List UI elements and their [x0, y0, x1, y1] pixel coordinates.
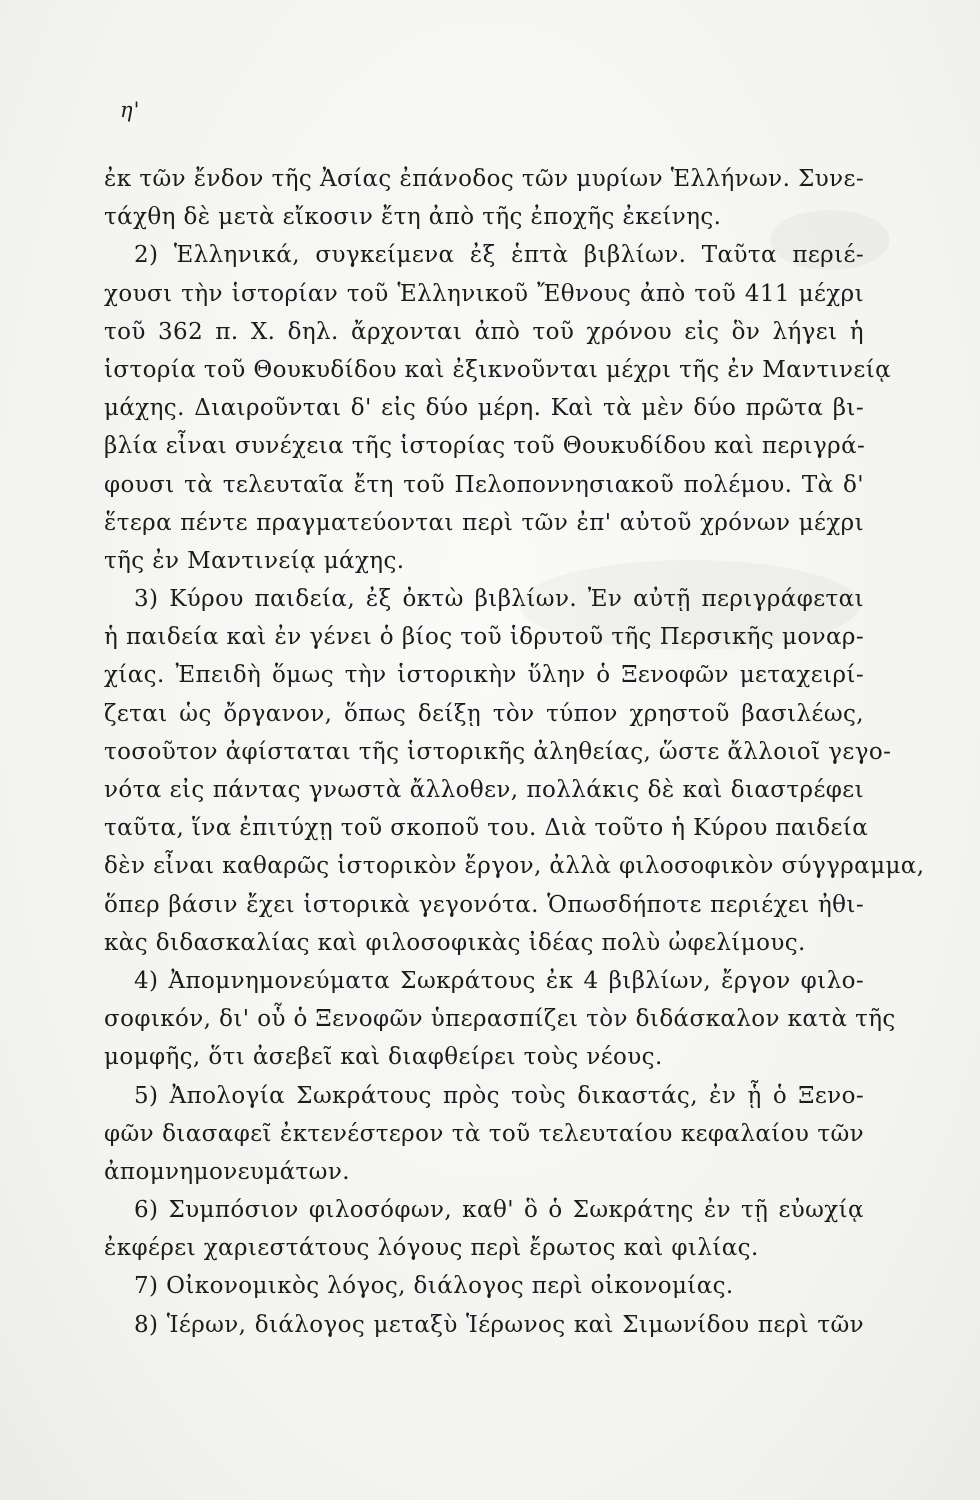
- text-line: νότα εἰς πάντας γνωστὰ ἄλλοθεν, πολλάκις δὲ καὶ διαστρέφει: [104, 777, 864, 803]
- text-line: βλία εἶναι συνέχεια τῆς ἱστορίας τοῦ Θουκυδίδου καὶ περιγρά-: [104, 433, 866, 460]
- text-line: ἱστορία τοῦ Θουκυδίδου καὶ ἐξικνοῦνται μέχρι τῆς ἐν Μαντινείᾳ: [104, 356, 892, 383]
- text-line: ὅπερ βάσιν ἔχει ἱστορικὰ γεγονότα. Ὁπωσδήποτε περιέχει ἠθι-: [104, 891, 864, 918]
- text-line: 4) Ἀπομνημονεύματα Σωκράτους ἐκ 4 βιβλίων, ἔργον φιλο-: [134, 967, 864, 994]
- text-line: τοῦ 362 π. Χ. δηλ. ἄρχονται ἀπὸ τοῦ χρόνου εἰς ὃν λήγει ἡ: [104, 318, 864, 345]
- text-line: τῆς ἐν Μαντινείᾳ μάχης.: [104, 547, 405, 574]
- text-line: ἀπομνημονευμάτων.: [104, 1158, 350, 1185]
- text-line: φῶν διασαφεῖ ἐκτενέστερον τὰ τοῦ τελευταίου κεφαλαίου τῶν: [104, 1120, 864, 1147]
- text-line: ἐκφέρει χαριεστάτους λόγους περὶ ἔρωτος καὶ φιλίας.: [104, 1235, 759, 1262]
- text-line: σοφικόν, δι' οὗ ὁ Ξενοφῶν ὑπερασπίζει τὸν διδάσκαλον κατὰ τῆς: [104, 1006, 896, 1033]
- text-line: ἕτερα πέντε πραγματεύονται περὶ τῶν ἐπ' αὐτοῦ χρόνων μέχρι: [104, 509, 864, 536]
- text-line: μάχης. Διαιροῦνται δ' εἰς δύο μέρη. Καὶ τὰ μὲν δύο πρῶτα βι-: [104, 395, 864, 422]
- text-line: φουσι τὰ τελευταῖα ἔτη τοῦ Πελοποννησιακοῦ πολέμου. Τὰ δ': [104, 471, 864, 498]
- text-line: 5) Ἀπολογία Σωκράτους πρὸς τοὺς δικαστάς, ἐν ᾗ ὁ Ξενο-: [134, 1082, 864, 1109]
- text-line: δὲν εἶναι καθαρῶς ἱστορικὸν ἔργον, ἀλλὰ φιλοσοφικὸν σύγγραμμα,: [104, 853, 925, 880]
- text-line: 7) Οἰκονομικὸς λόγος, διάλογος περὶ οἰκονομίας.: [134, 1273, 734, 1300]
- text-line: κὰς διδασκαλίας καὶ φιλοσοφικὰς ἰδέας πολὺ ὠφελίμους.: [104, 929, 806, 956]
- text-line: 6) Συμπόσιον φιλοσόφων, καθ' ὃ ὁ Σωκράτης ἐν τῇ εὐωχίᾳ: [134, 1197, 864, 1224]
- page-number: η': [120, 98, 141, 122]
- body-text: [104, 160, 925, 1344]
- text-line: ταῦτα, ἵνα ἐπιτύχῃ τοῦ σκοποῦ του. Διὰ τοῦτο ἡ Κύρου παιδεία: [104, 815, 869, 842]
- text-line: ζεται ὡς ὄργανον, ὅπως δείξῃ τὸν τύπον χρηστοῦ βασιλέως,: [104, 700, 864, 727]
- text-line: ἐκ τῶν ἔνδον τῆς Ἀσίας ἐπάνοδος τῶν μυρίων Ἑλλήνων. Συνε-: [104, 166, 864, 192]
- text-line: ἡ παιδεία καὶ ἐν γένει ὁ βίος τοῦ ἱδρυτοῦ τῆς Περσικῆς μοναρ-: [104, 624, 864, 651]
- text-line: 2) Ἑλληνικά, συγκείμενα ἐξ ἑπτὰ βιβλίων. Ταῦτα περιέ-: [134, 242, 864, 269]
- text-line: χουσι τὴν ἱστορίαν τοῦ Ἑλληνικοῦ Ἔθνους ἀπὸ τοῦ 411 μέχρι: [104, 280, 864, 307]
- text-line: 8) Ἱέρων, διάλογος μεταξὺ Ἱέρωνος καὶ Σιμωνίδου περὶ τῶν: [134, 1311, 864, 1338]
- text-line: τοσοῦτον ἀφίσταται τῆς ἱστορικῆς ἀληθείας, ὥστε ἄλλοιοῖ γεγο-: [104, 738, 892, 765]
- text-line: χίας. Ἐπειδὴ ὅμως τὴν ἱστορικὴν ὕλην ὁ Ξενοφῶν μεταχειρί-: [104, 662, 864, 689]
- text-line: τάχθη δὲ μετὰ εἴκοσιν ἔτη ἀπὸ τῆς ἐποχῆς ἐκείνης.: [104, 204, 722, 231]
- text-line: μομφῆς, ὅτι ἀσεβεῖ καὶ διαφθείρει τοὺς νέους.: [104, 1044, 663, 1071]
- text-line: 3) Κύρου παιδεία, ἐξ ὀκτὼ βιβλίων. Ἐν αὐτῇ περιγράφεται: [134, 586, 864, 613]
